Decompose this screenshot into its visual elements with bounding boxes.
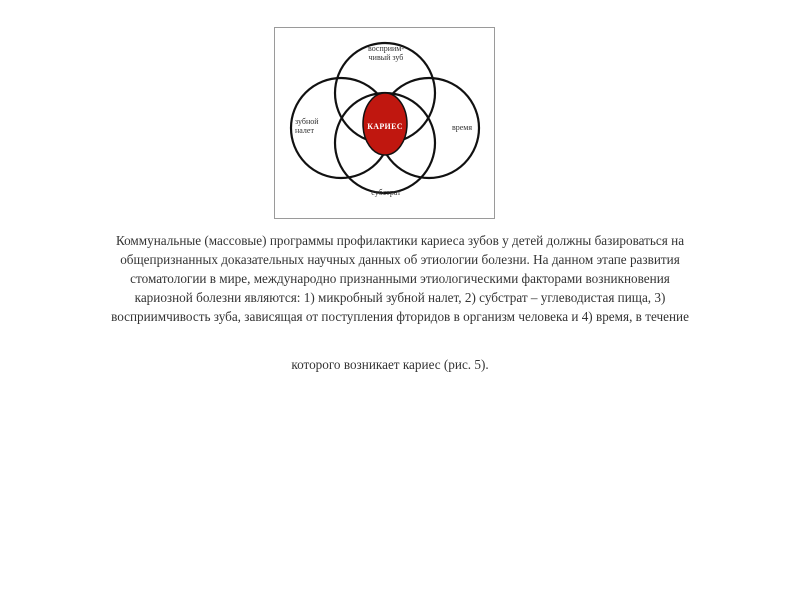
label-susceptible-tooth [363,44,409,62]
paragraph-line: общепризнанных доказательных научных данных об этиологии болезни. На данном этапе развития [120,252,680,267]
label-dental-plaque-line2: налет [295,126,314,135]
paragraph-line: стоматологии в мире, международно признанными этиологическими факторами возникновения [130,271,670,286]
label-susceptible-tooth-line2: чивый зуб [368,53,404,62]
label-dental-plaque [295,117,325,135]
paragraph-tail-line: которого возникает кариес (рис. 5). [291,357,489,372]
venn-diagram-figure [274,27,495,219]
paragraph-line: кариозной болезни являются: 1) микробный зубной налет, 2) субстрат – углеводистая пища, 3) [134,290,666,305]
label-substrate: субстрат [371,188,401,197]
body-paragraph [40,231,760,326]
paragraph-line: Коммунальные (массовые) программы профилактики кариеса зубов у детей должны базироваться на [115,233,685,248]
label-susceptible-tooth-line1: восприим- [367,44,405,53]
paragraph-line: восприимчивость зуба, зависящая от поступления фторидов в организм человека и 4) время, в течение [111,309,689,324]
label-dental-plaque-line1: зубной [295,117,319,126]
label-time: время [451,123,473,132]
label-caries: КАРИЕС [367,122,403,131]
